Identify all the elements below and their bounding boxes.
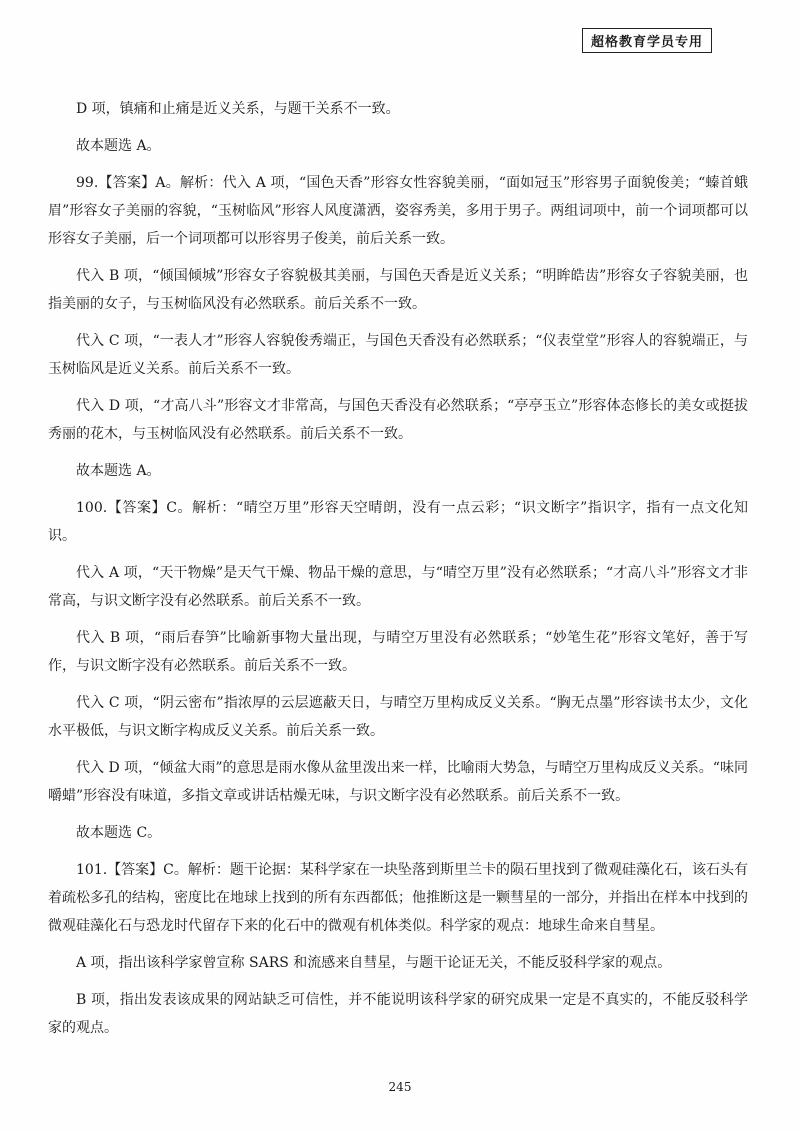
paragraph: 代入 C 项，“阴云密布”指浓厚的云层遮蔽天日，与晴空万里构成反义关系。“胸无点墨”形容读书太少，文化水平极低，与识文断字构成反义关系。前后关系一致。 <box>48 695 748 739</box>
paragraph: 故本题选 C。 <box>76 825 162 841</box>
page-number: 245 <box>388 1080 412 1094</box>
paragraph: 代入 A 项，“天干物燥”是天气干燥、物品干燥的意思，与“晴空万里”没有必然联系；“才高八斗”形容文才非常高，与识文断字没有必然联系。前后关系不一致。 <box>48 565 748 609</box>
paragraph: A 项，指出该科学家曾宣称 SARS 和流感来自彗星，与题干论证无关，不能反驳科学家的观点。 <box>76 955 672 971</box>
paragraph: 99.【答案】A。解析：代入 A 项，“国色天香”形容女性容貌美丽，“面如冠玉”形容男子面貌俊美；“螓首蛾眉”形容女子美丽的容貌，“玉树临风”形容人风度潇洒，姿容秀美，多用于男子。两组词项中，前一个词项都可以形容女子美丽，后一个词项都可以形容男子俊美，前后关系一致。 <box>48 175 748 247</box>
paragraph: 101.【答案】C。解析：题干论据：某科学家在一块坠落到斯里兰卡的陨石里找到了微观硅藻化石，该石头有着疏松多孔的结构，密度比在地球上找到的所有东西都低；他推断这是一颗彗星的一部分，并指出在样本中找到的微观硅藻化石与恐龙时代留存下来的化石中的微观有机体类似。科学家的观点：地球生命来自彗星。 <box>48 862 748 934</box>
paragraph: 100.【答案】C。解析：“晴空万里”形容天空晴朗，没有一点云彩；“识文断字”指识字，指有一点文化知识。 <box>48 500 748 544</box>
paragraph: 代入 B 项，“倾国倾城”形容女子容貌极其美丽，与国色天香是近义关系；“明眸皓齿”形容女子容貌美丽，也指美丽的女子，与玉树临风没有必然联系。前后关系不一致。 <box>48 268 748 312</box>
paragraph: D 项，镇痛和止痛是近义关系，与题干关系不一致。 <box>76 101 400 117</box>
page-content <box>48 95 748 1051</box>
paragraph: 代入 B 项，“雨后春笋”比喻新事物大量出现，与晴空万里没有必然联系；“妙笔生花”形容文笔好，善于写作，与识文断字没有必然联系。前后关系不一致。 <box>48 630 748 674</box>
paragraph: 故本题选 A。 <box>76 463 161 479</box>
paragraph: 代入 D 项，“倾盆大雨”的意思是雨水像从盆里泼出来一样，比喻雨大势急，与晴空万里构成反义关系。“味同嚼蜡”形容没有味道，多指文章或讲话枯燥无味，与识文断字没有必然联系。前后关系不一致。 <box>48 760 748 804</box>
paragraph: 故本题选 A。 <box>76 138 161 154</box>
paragraph: B 项，指出发表该成果的网站缺乏可信性，并不能说明该科学家的研究成果一定是不真实的，不能反驳科学家的观点。 <box>48 992 748 1036</box>
paragraph: 代入 D 项，“才高八斗”形容文才非常高，与国色天香没有必然联系；“亭亭玉立”形容体态修长的美女或挺拔秀丽的花木，与玉树临风没有必然联系。前后关系不一致。 <box>48 398 748 442</box>
header-badge: 超格教育学员专用 <box>582 28 712 53</box>
paragraph: 代入 C 项，“一表人才”形容人容貌俊秀端正，与国色天香没有必然联系；“仪表堂堂”形容人的容貌端正，与玉树临风是近义关系。前后关系不一致。 <box>48 333 748 377</box>
